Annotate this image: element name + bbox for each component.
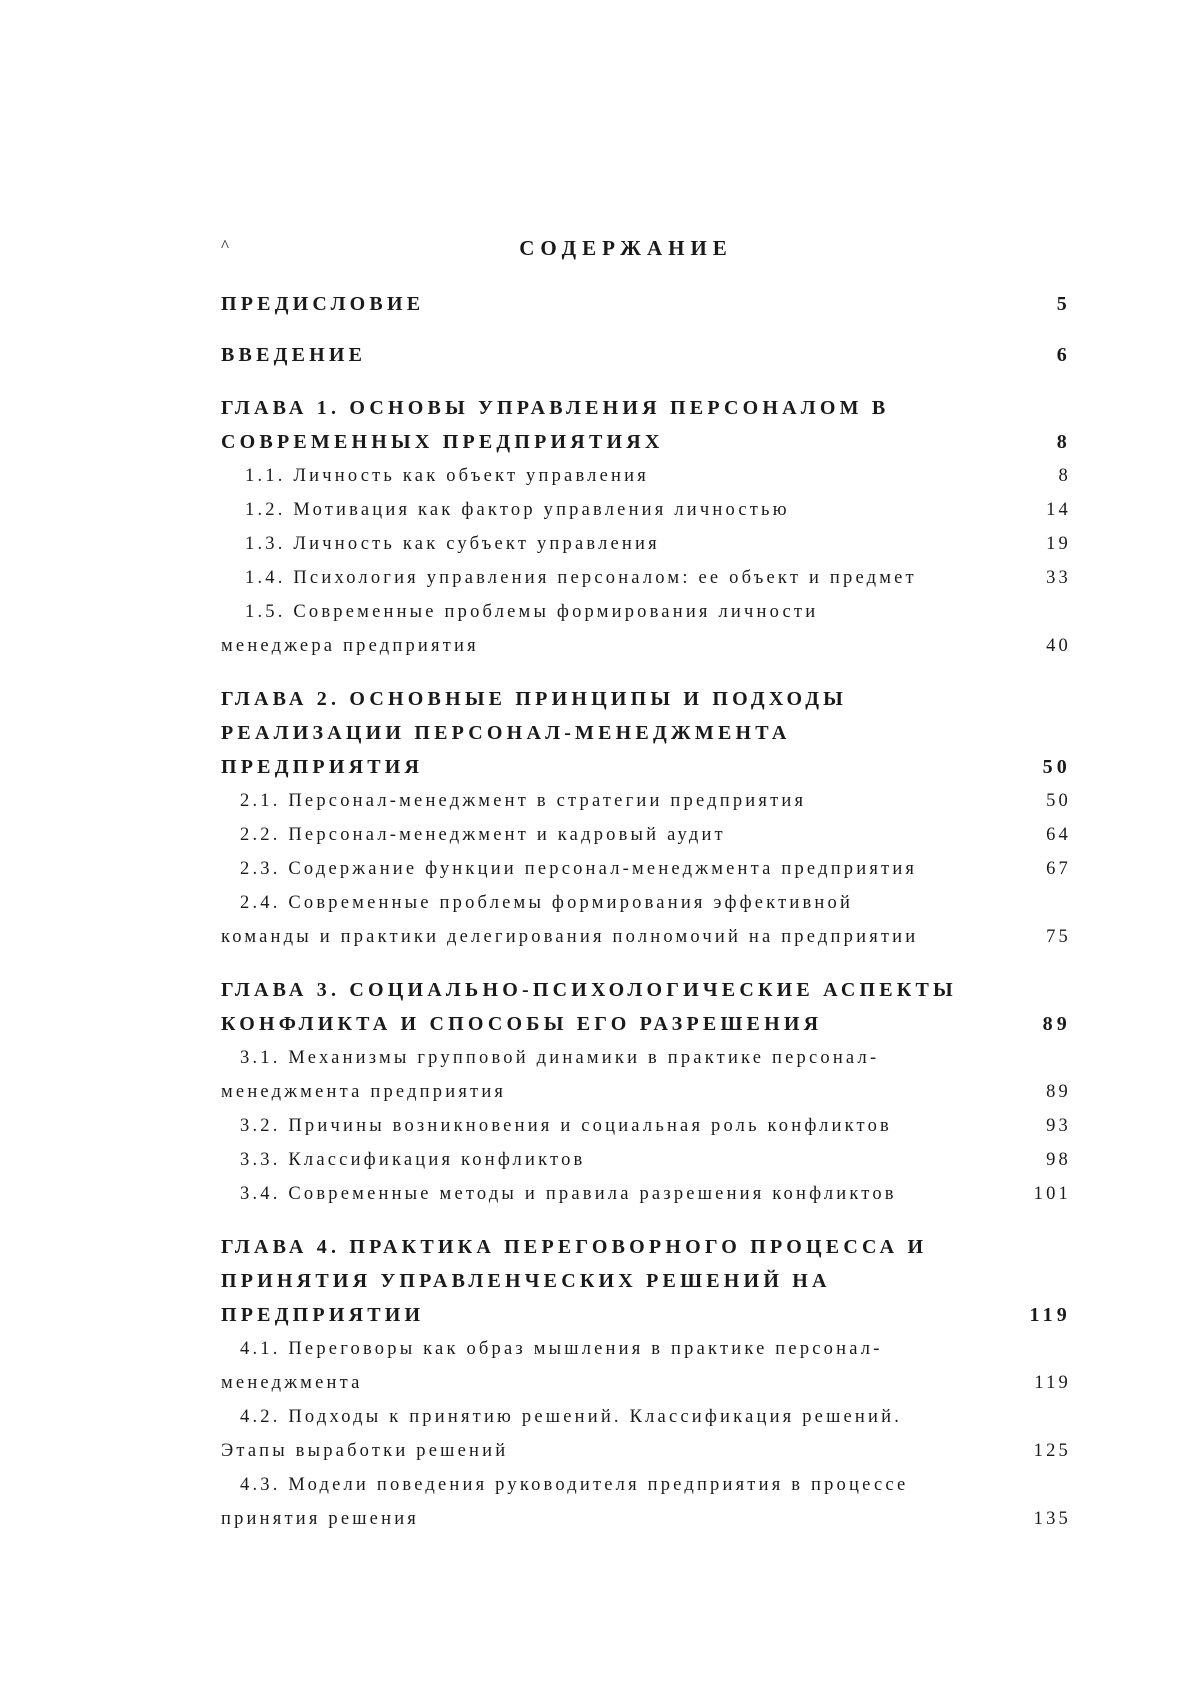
toc-section-3-4[interactable]: [221, 1177, 1071, 1211]
toc-section-1-1[interactable]: [221, 459, 1071, 493]
toc-section-3-1-line-1[interactable]: [221, 1041, 1071, 1075]
toc-entry-page: 6: [1056, 344, 1071, 366]
toc-chapter-title: ПРИНЯТИЯ УПРАВЛЕНЧЕСКИХ РЕШЕНИЙ НА: [221, 1270, 831, 1292]
caret-mark: ^: [221, 236, 229, 255]
toc-section-2-3[interactable]: [221, 852, 1071, 886]
toc-section-1-5-line-2[interactable]: [221, 629, 1071, 663]
toc-section-label: команды и практики делегирования полномочий на предприятии: [221, 927, 919, 947]
toc-chapter-title: ПРЕДПРИЯТИЯ: [221, 756, 424, 778]
toc-chapter-title: СОВРЕМЕННЫХ ПРЕДПРИЯТИЯХ: [221, 431, 664, 453]
toc-section-label: 2.2. Персонал-менеджмент и кадровый аудит: [240, 825, 726, 845]
toc-chapter-4-line-1[interactable]: [221, 1230, 1071, 1264]
toc-section-page: 89: [1046, 1082, 1071, 1102]
toc-chapter-title: ГЛАВА 3. СОЦИАЛЬНО-ПСИХОЛОГИЧЕСКИЕ АСПЕКТЫ: [221, 979, 957, 1001]
toc-chapter-2-line-2[interactable]: [221, 716, 1071, 750]
toc-entry-label: ПРЕДИСЛОВИЕ: [221, 293, 425, 315]
toc-section-label: 1.2. Мотивация как фактор управления личностью: [245, 500, 790, 520]
toc-section-label: 4.1. Переговоры как образ мышления в практике персонал-: [240, 1339, 883, 1359]
toc-section-page: 8: [1058, 466, 1071, 486]
toc-entry-intro[interactable]: [221, 338, 1071, 372]
toc-chapter-title: ГЛАВА 4. ПРАКТИКА ПЕРЕГОВОРНОГО ПРОЦЕССА И: [221, 1236, 928, 1258]
toc-chapter-page: 50: [1042, 756, 1071, 778]
toc-section-label: принятия решения: [221, 1509, 420, 1529]
toc-section-2-4-line-2[interactable]: [221, 920, 1071, 954]
toc-section-1-4[interactable]: [221, 561, 1071, 595]
toc-section-label: менеджмента: [221, 1373, 363, 1393]
toc-entry-label: ВВЕДЕНИЕ: [221, 344, 367, 366]
toc-section-label: 1.1. Личность как объект управления: [245, 466, 649, 486]
toc-entry-page: 5: [1056, 293, 1071, 315]
toc-chapter-2-line-3[interactable]: [221, 750, 1071, 784]
toc-section-page: 135: [1033, 1509, 1071, 1529]
toc-entry-preface[interactable]: [221, 287, 1071, 321]
toc-chapter-page: 89: [1042, 1013, 1071, 1035]
toc-section-label: 1.4. Психология управления персоналом: ее объект и предмет: [245, 568, 917, 588]
toc-chapter-page: 8: [1056, 431, 1071, 453]
page-title: СОДЕРЖАНИЕ: [519, 236, 733, 260]
toc-section-1-2[interactable]: [221, 493, 1071, 527]
toc-chapter-3-line-2[interactable]: [221, 1007, 1071, 1041]
toc-section-2-1[interactable]: [221, 784, 1071, 818]
toc-section-label: 1.3. Личность как субъект управления: [245, 534, 660, 554]
toc-section-page: 93: [1046, 1116, 1071, 1136]
toc-section-4-3-line-2[interactable]: [221, 1502, 1071, 1536]
toc-section-3-3[interactable]: [221, 1143, 1071, 1177]
toc-section-4-2-line-2[interactable]: [221, 1434, 1071, 1468]
toc-section-label: 2.1. Персонал-менеджмент в стратегии предприятия: [240, 791, 807, 811]
toc-section-1-3[interactable]: [221, 527, 1071, 561]
toc-section-label: 4.2. Подходы к принятию решений. Классификация решений.: [240, 1407, 903, 1427]
toc-section-4-1-line-1[interactable]: [221, 1332, 1071, 1366]
toc-section-label: менеджера предприятия: [221, 636, 479, 656]
toc-section-label: 1.5. Современные проблемы формирования личности: [245, 602, 819, 622]
toc-chapter-title: ПРЕДПРИЯТИИ: [221, 1304, 425, 1326]
toc-section-label: 4.3. Модели поведения руководителя предприятия в процессе: [240, 1475, 909, 1495]
toc-chapter-3-line-1[interactable]: [221, 973, 1071, 1007]
toc-section-page: 33: [1046, 568, 1071, 588]
toc-section-label: менеджмента предприятия: [221, 1082, 507, 1102]
table-of-contents: [221, 287, 1071, 1536]
toc-section-4-1-line-2[interactable]: [221, 1366, 1071, 1400]
toc-section-label: 3.4. Современные методы и правила разрешения конфликтов: [240, 1184, 897, 1204]
toc-section-page: 98: [1046, 1150, 1071, 1170]
toc-section-4-3-line-1[interactable]: [221, 1468, 1071, 1502]
toc-section-3-1-line-2[interactable]: [221, 1075, 1071, 1109]
toc-chapter-1-line-1[interactable]: [221, 391, 1071, 425]
toc-section-page: 101: [1033, 1184, 1071, 1204]
toc-chapter-2-line-1[interactable]: [221, 682, 1071, 716]
toc-chapter-title: КОНФЛИКТА И СПОСОБЫ ЕГО РАЗРЕШЕНИЯ: [221, 1013, 823, 1035]
toc-section-2-2[interactable]: [221, 818, 1071, 852]
toc-section-3-2[interactable]: [221, 1109, 1071, 1143]
toc-section-4-2-line-1[interactable]: [221, 1400, 1071, 1434]
toc-section-page: 75: [1046, 927, 1071, 947]
toc-chapter-title: ГЛАВА 2. ОСНОВНЫЕ ПРИНЦИПЫ И ПОДХОДЫ: [221, 688, 848, 710]
toc-section-page: 50: [1046, 791, 1071, 811]
toc-section-label: 2.3. Содержание функции персонал-менеджмента предприятия: [240, 859, 918, 879]
toc-section-label: Этапы выработки решений: [221, 1441, 509, 1461]
toc-section-page: 40: [1046, 636, 1071, 656]
toc-chapter-4-line-2[interactable]: [221, 1264, 1071, 1298]
toc-section-label: 3.3. Классификация конфликтов: [240, 1150, 586, 1170]
toc-chapter-1-line-2[interactable]: [221, 425, 1071, 459]
toc-chapter-4-line-3[interactable]: [221, 1298, 1071, 1332]
toc-section-label: 3.2. Причины возникновения и социальная роль конфликтов: [240, 1116, 892, 1136]
toc-section-page: 119: [1034, 1373, 1071, 1393]
toc-section-page: 64: [1046, 825, 1071, 845]
toc-section-2-4-line-1[interactable]: [221, 886, 1071, 920]
toc-section-1-5-line-1[interactable]: [221, 595, 1071, 629]
toc-chapter-page: 119: [1029, 1304, 1071, 1326]
toc-section-page: 14: [1046, 500, 1071, 520]
toc-chapter-title: РЕАЛИЗАЦИИ ПЕРСОНАЛ-МЕНЕДЖМЕНТА: [221, 722, 791, 744]
toc-chapter-title: ГЛАВА 1. ОСНОВЫ УПРАВЛЕНИЯ ПЕРСОНАЛОМ В: [221, 397, 890, 419]
toc-section-page: 67: [1046, 859, 1071, 879]
toc-section-label: 2.4. Современные проблемы формирования эффективной: [240, 893, 854, 913]
toc-section-label: 3.1. Механизмы групповой динамики в практике персонал-: [240, 1048, 880, 1068]
toc-section-page: 19: [1046, 534, 1071, 554]
toc-section-page: 125: [1033, 1441, 1071, 1461]
